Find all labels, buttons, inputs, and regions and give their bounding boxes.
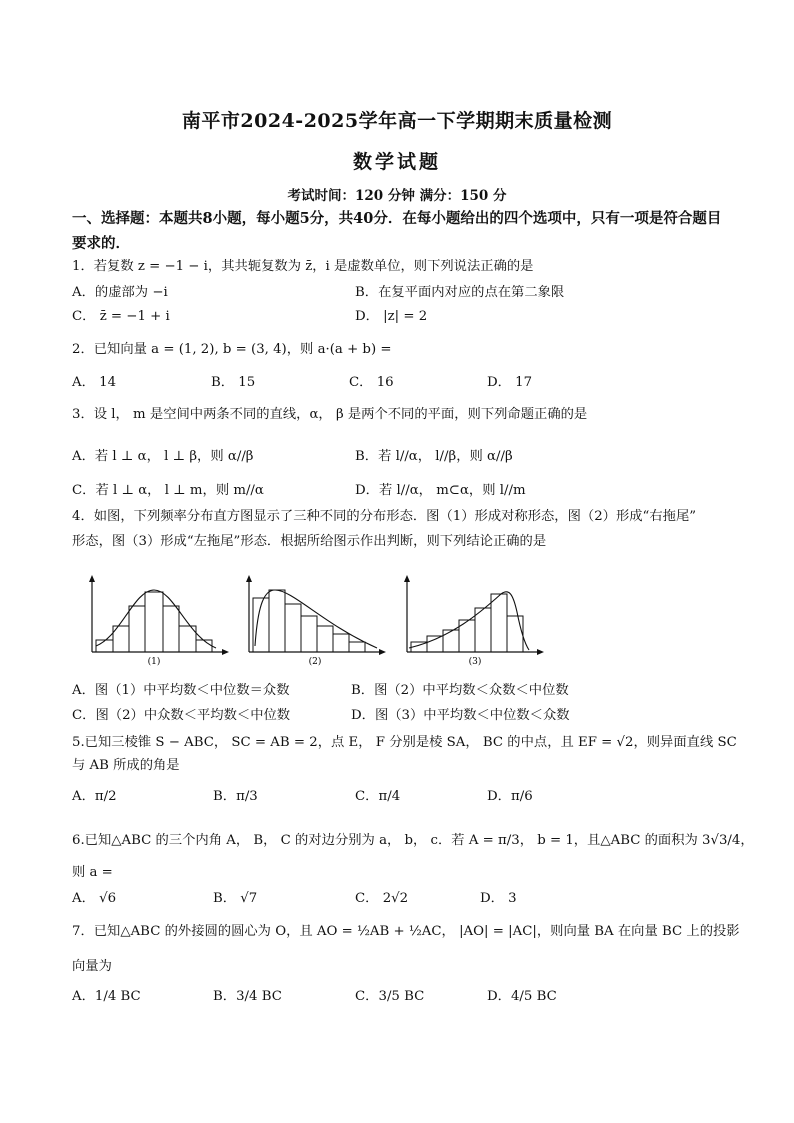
figure-label-3: (3)	[468, 657, 482, 667]
q3-stem: 3．设 l， m 是空间中两条不同的直线，α， β 是两个不同的平面，则下列命题正确的是	[72, 407, 588, 422]
q5-option-b-value: π/3	[236, 789, 258, 804]
q5-option-d-value: π/6	[510, 789, 533, 804]
q7-option-d-value: 4/5 BC	[510, 989, 557, 1004]
q6-stem-line2: 则 a =	[72, 865, 113, 880]
histogram-right-tail-figure	[243, 572, 389, 668]
q6-option-d: D． 3	[480, 891, 517, 906]
q3-option-c: C．若 l ⊥ α， l ⊥ m，则 m//α	[72, 483, 264, 498]
figure-label-2: (2)	[308, 657, 322, 667]
q6-option-a: A． √6	[72, 891, 117, 906]
q7-option-a-value: 1/4 BC	[94, 989, 141, 1004]
q6-option-b: B． √7	[213, 891, 258, 906]
q5-stem-line2: 与 AB 所成的角是	[72, 758, 180, 773]
q1-option-a: A．的虚部为 −i	[72, 285, 168, 300]
figure-label-1: (1)	[147, 657, 161, 667]
q4-option-c: C．图（2）中众数＜平均数＜中位数	[72, 708, 291, 723]
q7-stem-line2: 向量为	[72, 959, 112, 974]
q4-option-a: A．图（1）中平均数＜中位数＝众数	[72, 683, 290, 698]
q1-option-d: D． |z| = 2	[355, 309, 428, 324]
q2-option-a: A． 14	[72, 375, 117, 390]
q1-option-b: B．在复平面内对应的点在第二象限	[355, 285, 565, 300]
q6-option-c: C． 2√2	[355, 891, 409, 906]
q5-option-a-value: π/2	[94, 789, 117, 804]
q5-option-c-value: π/4	[378, 789, 401, 804]
q5-option-c: C．π/4	[355, 789, 401, 804]
q7-option-d: D．4/5 BC	[487, 989, 557, 1004]
exam-info: 考试时间：120 分钟 满分：150 分	[287, 188, 507, 204]
q5-stem-line1: 5.已知三棱锥 S − ABC， SC = AB = 2，点 E， F 分别是棱 SA， BC 的中点，且 EF = √2，则异面直线 SC	[72, 735, 737, 750]
q3-option-a: A．若 l ⊥ α， l ⊥ β，则 α//β	[72, 449, 254, 464]
q4-option-b: B．图（2）中平均数＜众数＜中位数	[351, 683, 569, 698]
q7-option-b: B．3/4 BC	[213, 989, 282, 1004]
exam-subject: 数学试题	[352, 151, 441, 173]
q5-option-a: A．π/2	[72, 789, 117, 804]
q2-option-c: C． 16	[349, 375, 394, 390]
q3-option-d: D．若 l//α， m⊂α，则 l//m	[355, 483, 526, 498]
q2-option-b: B． 15	[211, 375, 256, 390]
q5-option-d: D．π/6	[487, 789, 533, 804]
histogram-left-tail-figure	[401, 572, 547, 668]
q3-option-b: B．若 l//α， l//β，则 α//β	[355, 449, 513, 464]
exam-title: 南平市2024-2025学年高一下学期期末质量检测	[181, 110, 613, 132]
q6-stem-line1: 6.已知△ABC 的三个内角 A， B， C 的对边分别为 a， b， c．若 A = π/3， b = 1，且△ABC 的面积为 3√3/4，	[72, 833, 754, 848]
q1-stem: 1．若复数 z = −1 − i，其共轭复数为 z̄，i 是虚数单位，则下列说法正确的是	[72, 259, 534, 274]
q2-option-d: D． 17	[487, 375, 533, 390]
histogram-symmetric-figure	[86, 572, 232, 668]
q5-option-b: B．π/3	[213, 789, 258, 804]
q7-option-b-value: 3/4 BC	[236, 989, 282, 1004]
q7-option-c: C．3/5 BC	[355, 989, 425, 1004]
q4-option-d: D．图（3）中平均数＜中位数＜众数	[351, 708, 570, 723]
q7-stem-line1: 7．已知△ABC 的外接圆的圆心为 O，且 AO = ½AB + ½AC， |AO| = |AC|，则向量 BA 在向量 BC 上的投影	[72, 924, 740, 939]
q4-stem-line2: 形态，图（3）形成“左拖尾”形态．根据所给图示作出判断，则下列结论正确的是	[72, 534, 547, 549]
section-heading: 一、选择题：本题共8小题，每小题5分，共40分．在每小题给出的四个选项中，只有一项是符合题目要求的．	[72, 210, 722, 252]
q1-option-c: C． z̄ = −1 + i	[72, 309, 170, 324]
q2-stem: 2．已知向量 a = (1, 2), b = (3, 4)，则 a·(a + b) =	[72, 342, 392, 357]
q4-stem-line1: 4．如图，下列频率分布直方图显示了三种不同的分布形态．图（1）形成对称形态，图（2）形成“右拖尾”	[72, 509, 697, 524]
q7-option-a: A．1/4 BC	[72, 989, 141, 1004]
q7-option-c-value: 3/5 BC	[378, 989, 425, 1004]
